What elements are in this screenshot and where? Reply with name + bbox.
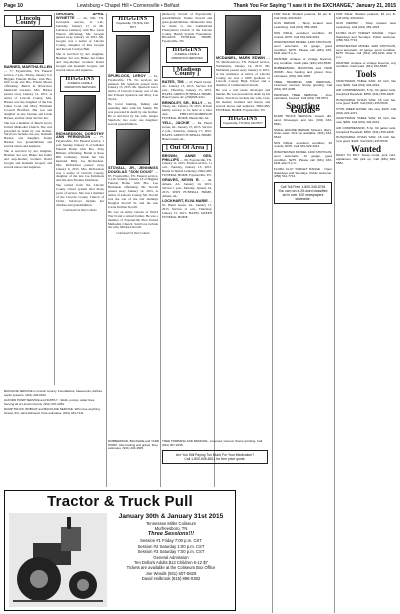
classified-ad: WANTED: Antique or vintage firearms, any condition. Cash paid. (931) 224-5530. [274,57,332,65]
funeral-home-sub: FUNERAL HOME & CREMATION SERVICES [171,52,203,61]
classified-ad: RUBBERMAID, BACKHOE and YARD WORK. Also hauling and gravel. Free estimates. (931) 433-1825. [274,66,332,78]
obit-text-rebecca: (Rebecca) Stovall of Fayetteville; grandchildren; Tennie Stovall and great-grandchildren. Memorials may be made to the Cumberland Presbyterian Church of the Lincoln County Health System Foundation. HIGGINS FUNERAL HOME, Fayetteville, TN. [162,13,212,44]
obit-text-lockhart: — 91, Hazel Green, AL. January 11, 2015. Service 11 a.m., Thursday, January 15, 2015. HAZEL GREEN FUNERAL HOME. [162,199,212,219]
tractor-pull-tickets: Tickets are available at the Coliseum Box Office [126,565,216,571]
obit-text-barnes-2: She was a member of Beech Grove United Methodist Church. She was preceded in death by one brother. Survivors include one son, Kenneth Barnes; one daughter, Kathy Barnes; two grandchildren and several nieces and nephews. [4,120,52,149]
tractor-pull-phone: David Holbrook (615) 896-0382 [141,576,201,582]
classified-ad: FOR SALE: Shelled peanuts, $1 per lb. Call (931) 433-6210. [274,13,332,20]
tractor-pull-admission: General Admission [153,554,189,560]
classified-ad: AIR COMPRESSOR, 5 hp, 60 gallon tank, Campbell Hausfeld, $350. (931) 359-1828. [336,125,396,134]
divider [334,13,335,613]
masthead [4,2,396,11]
obit-name-lockhart: LOCKHART, ELVA MARIE [162,199,208,203]
service-ad: TREE TRIMMING AND REMOVAL. Licensed, insured. Stump grinding. Call (931) 307-2235. [162,439,263,447]
classifieds-column-1 [274,13,332,613]
obit-text-brown: — 89, Fayetteville, TN. January 11, 2015. Funeral service, 11 a.m., Tuesday, January 13, 2015. Burial in Shiloh Cemetery. HIGGINS FUNERAL HOME, Fayetteville, TN. [162,157,212,178]
boxed-ad-line: You can run a 25-word classified ad in over 100 newspapers statewide. [278,189,328,202]
statewide-classified-box [274,182,332,204]
classified-ad: SKS RIFLE, excellent condition, 30 rounds, $375. Call 931-629-4012. [274,30,332,39]
tractor-pull-sessions: Three Sessions!!! [147,531,195,538]
obit-text-spurlock-2: He loved hunting, fishing and spending time with his family. He was preceded in death by one brother. He is survived by his wife, Ginger Spurlock; two sons; one daughter; several grandchildren. [108,102,158,126]
classifieds-column-2 [336,13,396,613]
obit-name-stovall: STOVALL, JR., JENNINGS DOUGLAS "SON DOUG" [108,165,158,174]
divider [54,13,55,385]
tractor-illustration-icon [9,513,107,607]
column-3 [108,13,158,487]
classified-ad: CRAFTSMAN TABLE SAW, 10 inch, like new, $200. Call (931) 433-2012. [336,116,396,125]
tractor-pull-price: Ten Dollars Adults $13 Children 6-12 $7 [134,559,208,565]
classified-ad: AIR COMPRESSOR, 5 hp, 60 gallon tank, Campbell Hausfeld, $350. (931) 359-1828. [336,88,396,96]
funeral-home-logo-4 [220,116,266,128]
classified-ad: WINCHESTER MODEL 1400 SHOTGUN, semi automatic, 12 gauge, good condition, $275. Please call (931) 433-6211 after 5 p.m. [274,40,332,56]
classified-ad: WANTED: Antique or vintage firearms, any condition. Cash paid. (931) 224-5530. [336,60,396,69]
out-of-area-header: [ Out Of Area ] [162,144,212,152]
continued-note: Continued On Next Column [63,208,97,213]
tractor-pull-phone: Joe Woods (931) 607-5629 [145,570,197,576]
divider [214,13,215,487]
service-ad: ALFORD PUMP SERVICE and SUPPLY - Wells, pumps, water lines. Serving all of Lincoln County. (931) 307-2284. [4,398,96,406]
boxed-ad-line: Are You Still Paying Too Much For Your Medication? [175,453,255,458]
obit-name-graves: GRAVES, KEVIN R. [162,178,200,183]
obit-text-grogan-2: She is survived by her daughter, Heather; her son, Blake; her father and step-mother; brothers David Grogan and Kenneth Grogan; and several nieces and nephews. [56,52,104,72]
obit-text-richardson-2: She retired from the Lincoln County school system after many years of service. She was a member of the Lincoln County Church of Christ. Survivors include her children and grandchildren. [56,183,104,207]
obit-name-mcdaniel: MCDANIEL, MARK EDWIN [216,56,265,60]
divider [160,13,161,487]
continued-note: Continued On Next Column [116,230,150,235]
obit-text-stovall: — 87, Fayetteville, TN. Funeral service, 2 p.m. Sunday, January 18 at Higgins Funeral Home with Bro. Lee Buchanan officiating. Mr. Stovall passed away January 14, 2015. A native of Lincoln County, Mr. Stovall was the son of the late Jennings Douglas Stovall Sr. and the late Carrie Dollins Stovall. [108,169,158,209]
tractor-pull-session: Session #2 Saturday 1:00 p.m. CST [137,543,205,549]
obit-name-brindley: BRINDLEY, SR., BILLY [162,100,203,105]
obit-name-barnes: BARNES, MARTHA ELLEN [4,64,52,69]
service-ads-left [4,390,104,418]
classified-ad: FLORA CLAY TARGET RANGE - Open Saturdays and Sundays. Public welcome. (256) 512-7713. [274,166,332,179]
obit-text-barnes-3: She is survived by her daughter, Heather; her son, Blake; her father and step-mother; brothers David Grogan and Kenneth Grogan; and several nieces and nephews. [4,149,52,169]
obit-name-bates: BATES, TIM [162,79,184,84]
divider [106,13,107,487]
funeral-home-name: HIGGINS [228,115,258,122]
service-ads-mid [108,440,160,453]
obit-text-barnes: — 77, Fayetteville, TN. Funeral service, 2 p.m., Friday, January 9 at Higgins Funeral Home, with Bro. Dan Cook and Bro. Edwin Moses officiating. Burial in Riverview Memorial Gardens. Mrs. Barnes passed away January 12, 2015. A native of Lincoln County, Mrs. Barnes was the daughter of the late James Cook and Mary Elizabeth Crowell Bradford. Her son and daughter in law, Donnie and Linda Barnes, and her sister survive her. [4,68,52,120]
classified-ad: HUSQVARNA CHAIN SAW, 18 inch bar, runs good, $125. Call (931) 433-5540. [336,97,396,106]
funeral-home-name: HIGGINS [118,16,148,22]
funeral-home-logo-3 [166,47,208,63]
classified-ad: CRAFTSMAN TABLE SAW, 10 inch, like new, $200. Call (931) 433-2012. [336,78,396,87]
obituary-photo-stovall [116,129,150,165]
service-ad: DUMP TRUCK, BOBCAT and BACKHOE SERVICE. Will move anything. Gravel, dirt, sand delivered. Free estimates. (931) 433-7141. [4,407,101,415]
tractor-pull-date: January 30th & January 31st 2015 [118,513,224,520]
classified-ad: WANT TO BUY: Scrap metal, junk cars, appliances. We pick up. Call (931) 629-5581. [336,153,396,165]
funeral-home-logo [60,76,100,92]
obit-text-graves: — 46, Athens, AL. January 14, 2015. Service 1 p.m., Monday, January 19, 2015. SPRY FUNERAL HOME, Athens, AL. [162,178,212,198]
tools-heading: Tools [355,69,377,80]
classified-ad: FOR SALE: Shelled peanuts, $1 per lb. Call (931) 433-6210. [336,13,396,20]
page-number: Page 10 [4,3,23,9]
obit-text-yell: — 84, Hazel Green, AL. January 15, 2015. Service 2 p.m., Saturday, January 17, 2015. HAZEL GREEN FUNERAL HOME, Hazel Green, AL. [162,121,212,141]
obit-text-mcdaniel-2: He was a real estate developer and builder. He was preceded in death by his father. Survivors include his wife, Lisa; his mother; brothers and sisters; and several nieces and nephews. HIGGINS FUNERAL HOME, Fayetteville, TN. [216,88,270,112]
classified-ad: SKS RIFLE, excellent condition, 30 rounds, $375. Call 931-629-4012. [274,140,332,149]
obituary-photo-richardson [64,95,96,131]
wanted-heading: Wanted [350,143,381,154]
obit-text-brindley: — 81, Toney, AL. January 16, 2015. Private family service to be held at a later date. PHILLIPS-ROBINSON FUNERAL HOME, Huntsville, AL. [162,100,212,121]
funeral-home-logo-2 [112,16,154,32]
obit-name-brown: BROWN, ANNE GEIL PHILLIPS [162,153,212,162]
obit-name-yell: YELL, JACKIE [162,121,190,126]
funeral-home-name: HIGGINS [65,75,95,82]
column-5 [216,13,270,487]
classified-ad: DUMP TRUCK SERVICE: Gravel, dirt, sand. Driveways and lots. (931) 433-8841. [274,114,332,126]
obituary-photo-barnes [12,30,44,64]
boxed-ad-line: Call Toll Free 1-800-345-8764 [280,185,326,190]
obit-text-richardson: — 77, Fayetteville, TN. Funeral service, 1 p.m. Sunday, January 11 at Gallaher Funeral Home with Bro. Tony Billions officiating. Burial at Rose Hill Cemetery. Inside her late husband, Billy Joe Richardson. Mrs. Richardson passed away January 9, 2015. Mrs. Richardson was a native of Lincoln County, daughter of the late Joe Perkinson and Ola Ann Thomas Perkinson. [56,135,104,183]
classified-ad: WINCHESTER MODEL 1400 SHOTGUN, semi automatic, 12 gauge, good condition, $275. Please call (931) 433-6211 after 5 p.m. [274,150,332,166]
classified-ad: PEOPLES TREE SERVICE - Free estimates, insured. Call (931) 703-5571. [274,92,332,101]
obit-text-spurlock: — 61, Fayetteville, TN. No services are planned. Mr. Spurlock passed away January 13, 2015. Mr. Spurlock was a native of Lincoln County, son of the late Edward Spurlock and Mary Lou Taylor. [108,73,158,102]
obit-text-grogan: — 44, Taft, TN. Graveside service, 11 a.m., Saturday, January 17, at Mt. Lebanon Cemetery with Bro. Jason Warren officiating. Ms. Grogan passed away January 14, 2015. Ms. Grogan was a native of Lincoln County, daughter of Rex Grogan and the late Carolyn Hall. [56,15,104,52]
obit-name-spurlock: SPURLOCK, LEROY [108,73,146,78]
obit-text-bates: — 47, Hazel Green, AL. January 13, 2015. Service 6-8 p.m., Thursday, January 15, 2015, HAZEL GREEN FUNERAL HOME, Hazel Green, AL (256)828-4411. [162,79,212,100]
obit-text-stovall-2: He was an Army veteran of World War II and a retired farmer. He was a member of Fayetteville First United Methodist Church. Survivors include his wife, Mildred Stovall. [108,209,158,230]
classified-ad: WINCHESTER MODEL 1400 SHOTGUN, semi automatic, 12 gauge, good condition, $275. Please call (931) 433-6211 after 5 p.m. [336,43,396,60]
sporting-goods-heading: Sporting Goods [286,101,320,115]
classified-ad: FLORA CLAY TARGET RANGE - Open Saturdays and Sundays. Public welcome. (256) 512-7713. [336,30,396,43]
classified-ad: GUN REPAIR - Shop located near Lewisburg. Call (931) 359-1823. [274,21,332,30]
classified-ad: TREE TRIMMING AND REMOVAL. Licensed, insured. Stump grinding. Call (931) 307-2235. [274,79,332,91]
funeral-home-addr: Fayetteville, TN (931) 433-5577 [223,120,263,125]
tagline: Thank You For Saying "I saw it in the EXCHANGE," January 21, 2015 [233,3,396,9]
tractor-pull-info [109,513,233,582]
column-1 [4,13,52,385]
service-ads-right [162,440,268,467]
tractor-pull-session: Session #3 Saturday 7:00 p.m. CST [137,549,205,555]
tractor-pull-session: Session #1 Friday 7:00 p.m. CST [140,538,202,544]
column-4 [162,13,212,487]
classified-ad: GUN REPAIR - Shop located near Lewisburg. Call (931) 359-1823. [336,21,396,30]
classified-ad: STIHL WEED EATER, like new, $125. Call (931) 224-4471. [336,107,396,115]
classified-ad: SMALL ENGINE REPAIR: Mowers, tillers, chain saws. Pick up available. (931) 433-6613. [274,127,332,139]
funeral-home-sub: FUNERAL HOME & CREMATION SERVICES [64,80,96,89]
boxed-ad-line: Call 1-800-606-6521 for free price quote. [184,457,246,462]
tractor-pull-ad [4,490,236,611]
obituary-photo-mcdaniel [225,15,261,55]
tractor-pull-title: Tractor & Truck Pull [47,493,193,510]
classified-ad: HUSQVARNA CHAIN SAW, 18 inch bar, runs good, $125. Call (931) 433-5540. [336,135,396,143]
service-ad: BACKHOE SERVICE in Lincoln County. Foundations, basements, ditches, septic systems. (931) 433-6612. [4,389,103,397]
tractor-pull-city: Murfreesboro, TN [154,525,188,531]
funeral-home-name: HIGGINS [172,47,202,54]
divider [272,13,273,613]
obit-name-grogan: GROGAN, APRIL WYNETTE [56,13,104,20]
obit-text-mcdaniel: — 55, Murfreesboro, TN. Funeral service, Wednesday, January 14, 2015. Mr. McDaniel passed away January 9, 2015, at his residence. A native of Lincoln County, he was a 1980 graduate of Lincoln County High School and a member of Cumberland Church. [216,56,270,88]
tractor-pull-venue: Tennessee Miller Coliseum [145,520,197,526]
service-ad: RUBBERMAID, BACKHOE and YARD WORK. Also hauling and gravel. Free estimates. (931) 433-1825. [108,439,160,451]
madison-county-header: [ Madison County ] [162,66,212,78]
lincoln-county-header: [ Lincoln County ] [4,15,52,27]
paper-name: Lewisburg • Chapel Hill • Cornersville • Belfast [77,3,180,9]
funeral-home-addr: Fayetteville, TN (931) 433-5577 [116,20,150,29]
obituary-photo-spurlock [116,35,150,73]
medication-ad-box [162,450,268,464]
obit-name-richardson: RICHARDSON, DOROTHY ANN PERKINSON [56,131,104,140]
